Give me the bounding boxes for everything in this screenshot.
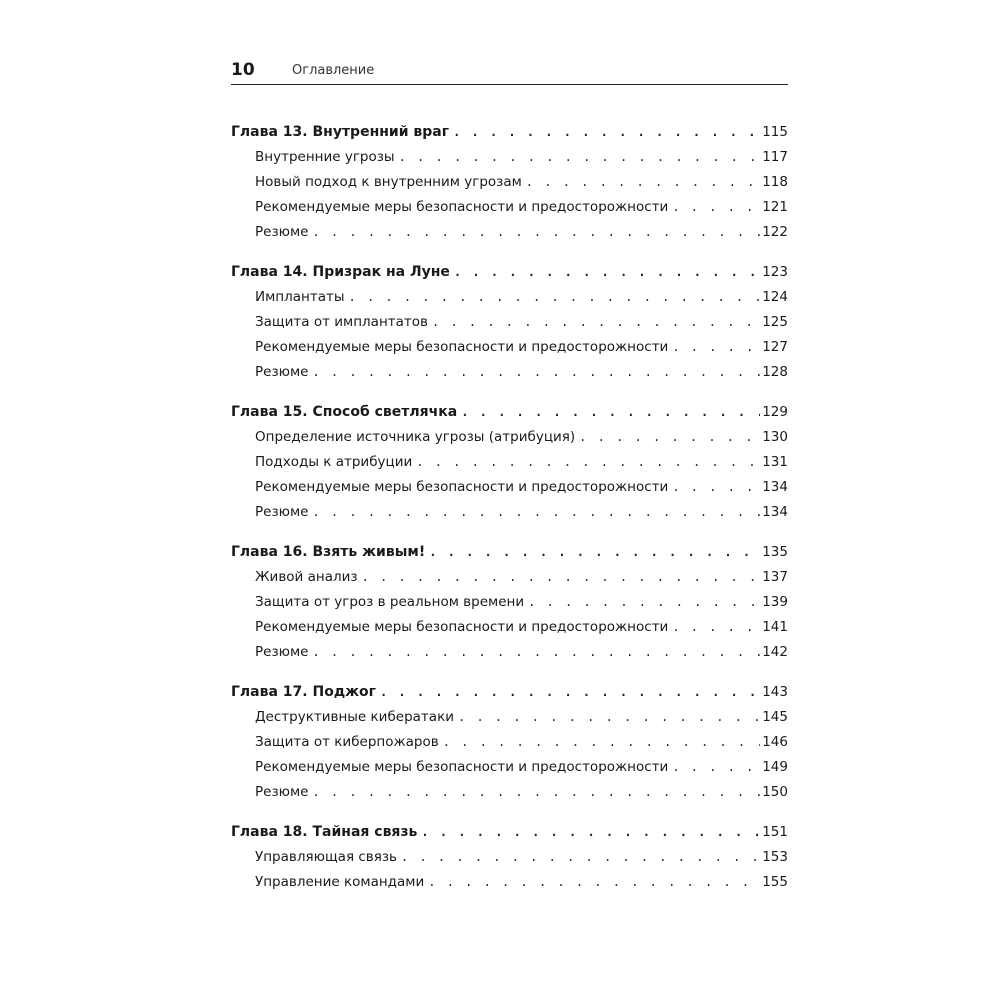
toc-chapter-block [231,260,788,400]
toc-entry-page: 145 [762,709,788,725]
toc-entry-title: Рекомендуемые меры безопасности и предосторожности [255,199,669,215]
dot-leader [579,425,760,450]
dot-leader [416,450,760,475]
toc-entry-title: Защита от имплантатов [255,314,428,330]
dot-leader [672,335,760,360]
toc-entry-page: 131 [762,454,788,470]
toc-chapter-entry[interactable] [231,120,788,145]
toc-section-entry[interactable] [231,870,788,895]
page-number: 10 [231,60,255,80]
toc-chapter-entry[interactable] [231,540,788,565]
toc-section-entry[interactable] [231,220,788,245]
toc-section-entry[interactable] [231,360,788,385]
toc-entry-page: 117 [762,149,788,165]
toc-entry-title: Управляющая связь [255,849,398,865]
toc-entry-title: Защита от киберпожаров [255,734,439,750]
toc-section-entry[interactable] [231,145,788,170]
toc-chapter-entry[interactable] [231,260,788,285]
toc-entry-page: 127 [762,339,788,355]
toc-section-entry[interactable] [231,590,788,615]
toc-entry-page: 134 [762,479,788,495]
toc-entry-page: 118 [762,174,788,190]
dot-leader [528,590,760,615]
toc-entry-page: 149 [762,759,788,775]
toc-section-entry[interactable] [231,615,788,640]
toc-section-entry[interactable] [231,730,788,755]
running-title: Оглавление [292,63,375,78]
toc-entry-page: 122 [762,224,788,240]
toc-entry-title: Глава 18. Тайная связь [231,824,418,840]
dot-leader [672,755,760,780]
dot-leader [312,220,760,245]
toc-entry-page: 137 [762,569,788,585]
toc-section-entry[interactable] [231,335,788,360]
dot-leader [432,310,760,335]
toc-entry-title: Глава 17. Поджог [231,684,376,700]
toc-entry-title: Резюме [255,504,309,520]
toc-chapter-block [231,680,788,820]
toc-entry-title: Рекомендуемые меры безопасности и предосторожности [255,339,669,355]
toc-entry-page: 146 [762,734,788,750]
toc-entry-title: Управление командами [255,874,425,890]
toc-entry-page: 143 [762,684,788,700]
toc-entry-page: 153 [762,849,788,865]
dot-leader [428,870,760,895]
toc-entry-page: 123 [762,264,788,280]
toc-section-entry[interactable] [231,500,788,525]
toc-section-entry[interactable] [231,845,788,870]
toc-entry-page: 135 [762,544,788,560]
toc-entry-page: 129 [762,404,788,420]
toc-entry-title: Резюме [255,364,309,380]
toc-entry-title: Рекомендуемые меры безопасности и предосторожности [255,619,669,635]
toc-section-entry[interactable] [231,755,788,780]
toc-chapter-block [231,540,788,680]
toc-section-entry[interactable] [231,450,788,475]
toc-chapter-entry[interactable] [231,820,788,845]
toc-entry-title: Рекомендуемые меры безопасности и предосторожности [255,479,669,495]
toc-section-entry[interactable] [231,170,788,195]
toc-chapter-entry[interactable] [231,400,788,425]
dot-leader [401,845,760,870]
toc-entry-title: Глава 13. Внутренний враг [231,124,450,140]
dot-leader [443,730,761,755]
toc-section-entry[interactable] [231,195,788,220]
toc-entry-title: Подходы к атрибуции [255,454,413,470]
dot-leader [453,120,760,145]
toc-entry-title: Резюме [255,784,309,800]
toc-entry-page: 141 [762,619,788,635]
toc-entry-title: Определение источника угрозы (атрибуция) [255,429,576,445]
toc-entry-page: 151 [762,824,788,840]
toc-entry-page: 115 [762,124,788,140]
toc-section-entry[interactable] [231,640,788,665]
toc-chapter-entry[interactable] [231,680,788,705]
dot-leader [362,565,761,590]
toc-entry-page: 142 [762,644,788,660]
toc-entry-title: Защита от угроз в реальном времени [255,594,525,610]
toc-entry-title: Имплантаты [255,289,345,305]
toc-entry-page: 125 [762,314,788,330]
toc-section-entry[interactable] [231,285,788,310]
dot-leader [672,615,760,640]
toc-entry-title: Деструктивные кибератаки [255,709,454,725]
toc-entry-page: 134 [762,504,788,520]
toc-entry-page: 155 [762,874,788,890]
dot-leader [312,780,760,805]
toc-entry-title: Резюме [255,224,309,240]
toc-entry-title: Резюме [255,644,309,660]
toc-entry-title: Новый подход к внутренним угрозам [255,174,522,190]
dot-leader [461,400,760,425]
toc-entry-page: 128 [762,364,788,380]
toc-section-entry[interactable] [231,780,788,805]
dot-leader [312,360,760,385]
dot-leader [458,705,760,730]
toc-entry-title: Живой анализ [255,569,358,585]
toc-entry-title: Рекомендуемые меры безопасности и предосторожности [255,759,669,775]
dot-leader [526,170,760,195]
toc-entry-page: 130 [762,429,788,445]
dot-leader [672,195,760,220]
dot-leader [380,680,760,705]
toc-chapter-block [231,120,788,260]
toc-chapter-block [231,400,788,540]
toc-entry-title: Внутренние угрозы [255,149,395,165]
toc-entry-page: 139 [762,594,788,610]
toc-entry-title: Глава 14. Призрак на Луне [231,264,450,280]
toc-entry-page: 121 [762,199,788,215]
table-of-contents [231,120,788,960]
dot-leader [454,260,760,285]
running-header [231,58,788,85]
toc-section-entry[interactable] [231,565,788,590]
toc-section-entry[interactable] [231,310,788,335]
toc-entry-page: 150 [762,784,788,800]
toc-section-entry[interactable] [231,425,788,450]
toc-entry-page: 124 [762,289,788,305]
dot-leader [429,540,760,565]
toc-entry-title: Глава 15. Способ светлячка [231,404,458,420]
dot-leader [312,640,760,665]
toc-chapter-block [231,820,788,960]
dot-leader [312,500,760,525]
dot-leader [349,285,761,310]
dot-leader [672,475,760,500]
toc-entry-title: Глава 16. Взять живым! [231,544,426,560]
dot-leader [421,820,760,845]
dot-leader [399,145,761,170]
toc-section-entry[interactable] [231,705,788,730]
toc-section-entry[interactable] [231,475,788,500]
